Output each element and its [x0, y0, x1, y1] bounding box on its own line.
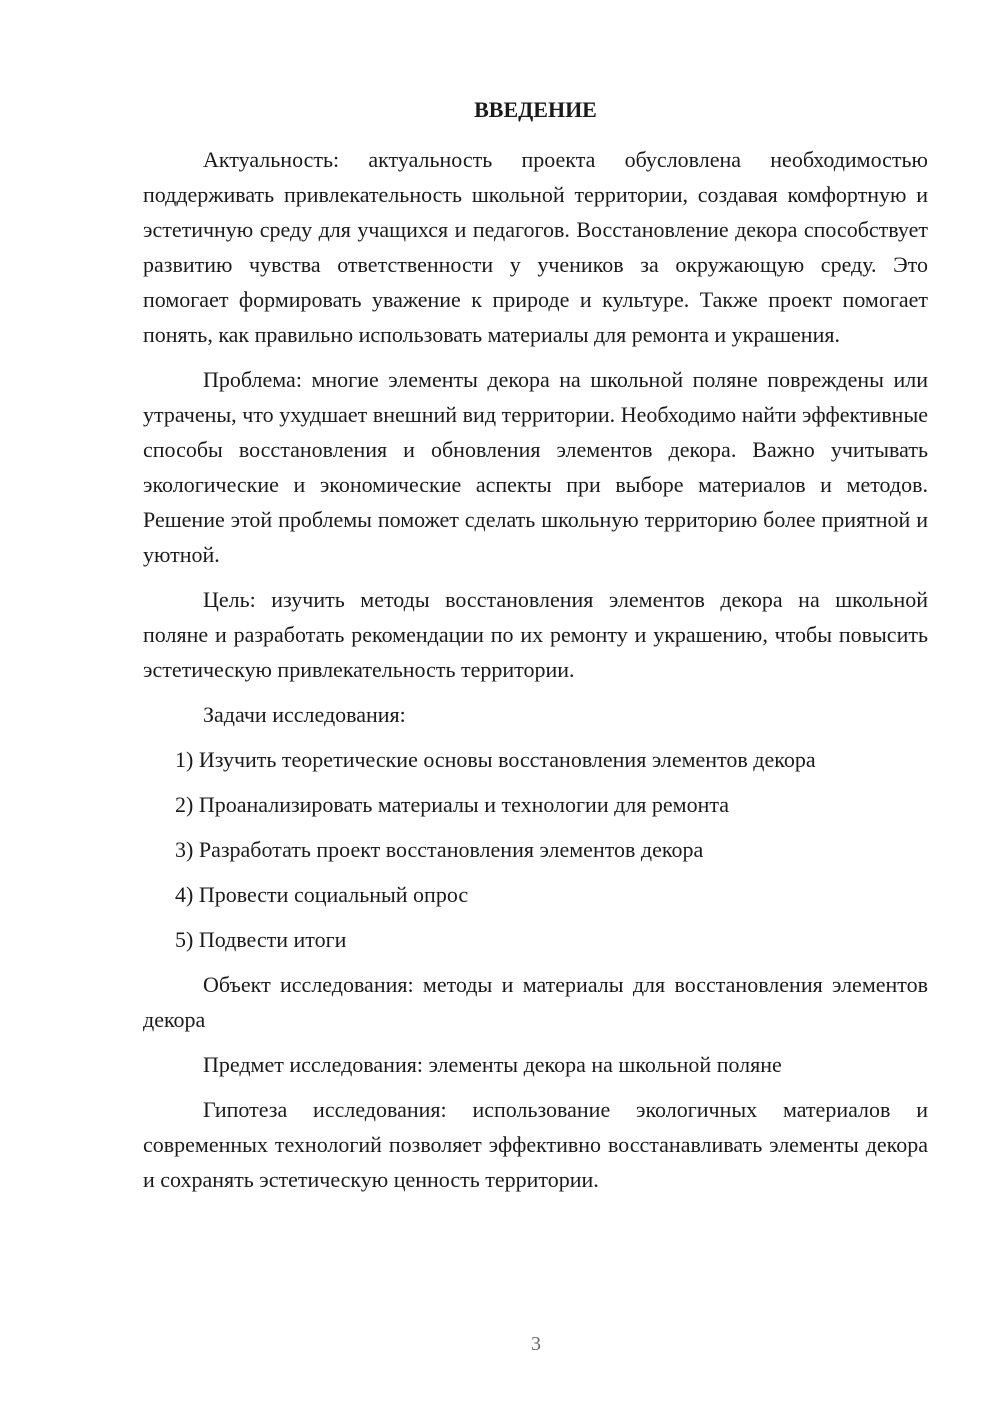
task-text: Изучить теоретические основы восстановления элементов декора — [198, 747, 816, 772]
task-item — [143, 877, 928, 912]
problem-paragraph: Проблема: многие элементы декора на школьной поляне повреждены или утрачены, что ухудшает внешний вид территории. Необходимо найти эффективные способы восстановления и обновления элементов декора. Важно учитывать экологические и экономические аспекты при выборе материалов и методов. Решение этой проблемы поможет сделать школьную территорию более приятной и уютной. — [143, 367, 928, 567]
task-text: Провести социальный опрос — [198, 882, 469, 907]
page-number: 3 — [531, 1333, 541, 1355]
page-title: ВВЕДЕНИЕ — [474, 97, 597, 122]
relevance-paragraph: Актуальность: актуальность проекта обусловлена необходимостью поддерживать привлекательность школьной территории, создавая комфортную и эстетичную среду для учащихся и педагогов. Восстановление декора способствует развитию чувства ответственности у учеников за окружающую среду. Это помогает формировать уважение к природе и культуре. Также проект помогает понять, как правильно использовать материалы для ремонта и украшения. — [143, 147, 928, 347]
task-number: 5) — [175, 927, 194, 952]
task-number: 2) — [175, 792, 194, 817]
task-number: 4) — [175, 882, 194, 907]
object-paragraph: Объект исследования: методы и материалы для восстановления элементов декора — [143, 972, 928, 1032]
task-text: Подвести итоги — [198, 927, 347, 952]
tasks-heading: Задачи исследования: — [203, 702, 406, 727]
hypothesis-paragraph: Гипотеза исследования: использование экологичных материалов и современных технологий позволяет эффективно восстанавливать элементы декора и сохранять эстетическую ценность территории. — [143, 1097, 928, 1192]
task-item — [143, 832, 928, 867]
task-item — [143, 787, 928, 822]
task-item — [143, 922, 928, 957]
task-text: Проанализировать материалы и технологии для ремонта — [198, 792, 729, 817]
task-number: 1) — [175, 747, 194, 772]
task-item — [143, 742, 928, 777]
task-number: 3) — [175, 837, 194, 862]
goal-paragraph: Цель: изучить методы восстановления элементов декора на школьной поляне и разработать рекомендации по их ремонту и украшению, чтобы повысить эстетическую привлекательность территории. — [143, 587, 928, 682]
task-list — [143, 742, 928, 957]
task-text: Разработать проект восстановления элементов декора — [198, 837, 704, 862]
subject-paragraph: Предмет исследования: элементы декора на школьной поляне — [203, 1052, 782, 1077]
page-content — [143, 96, 928, 1197]
